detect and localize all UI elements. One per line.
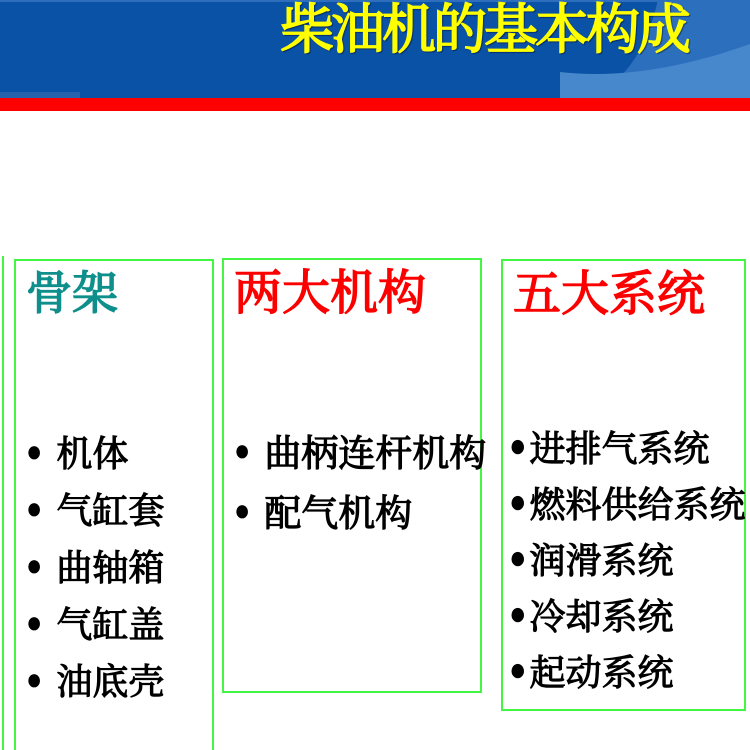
list-item <box>509 594 742 637</box>
bullet-icon: ● <box>509 427 527 464</box>
list-item <box>26 545 210 588</box>
item-label: 润滑系统 <box>529 539 674 581</box>
item-label: 配气机构 <box>264 493 413 534</box>
list-item <box>234 430 487 474</box>
list-item <box>509 538 742 581</box>
frame-box-systems <box>501 259 746 711</box>
list-item <box>509 426 742 469</box>
box-title-mechanisms: 两大机构 <box>234 267 427 320</box>
item-list-skeleton <box>26 431 210 716</box>
item-label: 油底壳 <box>56 660 165 702</box>
frame-box-skeleton <box>14 259 214 750</box>
bullet-icon: ● <box>509 651 527 688</box>
item-label: 气缸套 <box>56 489 165 531</box>
item-label: 起动系统 <box>529 651 674 693</box>
bullet-icon: ● <box>509 483 527 520</box>
title-banner <box>0 0 750 98</box>
bullet-icon: ● <box>26 661 43 696</box>
item-label: 曲轴箱 <box>56 546 165 588</box>
bullet-icon: ● <box>509 539 527 576</box>
list-item <box>26 602 210 645</box>
list-item <box>509 650 742 693</box>
item-list-systems <box>509 426 746 706</box>
bullet-icon: ● <box>509 595 527 632</box>
list-item <box>509 482 746 525</box>
bullet-icon: ● <box>234 432 251 467</box>
bullet-icon: ● <box>26 604 43 639</box>
item-list-mechanisms <box>234 430 487 550</box>
slide-title: 柴油机的基本构成 <box>280 0 688 60</box>
bullet-icon: ● <box>234 492 251 527</box>
left-edge-green-line <box>2 256 4 750</box>
list-item <box>26 659 210 702</box>
list-item <box>26 488 210 531</box>
bullet-icon: ● <box>26 433 43 468</box>
item-label: 气缸盖 <box>56 603 165 645</box>
bullet-icon: ● <box>26 490 43 525</box>
list-item <box>26 431 210 474</box>
list-item <box>234 490 478 534</box>
item-label: 燃料供给系统 <box>529 483 746 525</box>
item-label: 机体 <box>56 432 129 474</box>
item-label: 冷却系统 <box>529 595 674 637</box>
red-divider-line <box>0 98 750 111</box>
frame-box-mechanisms <box>222 258 487 693</box>
item-label: 进排气系统 <box>529 427 710 469</box>
item-label: 曲柄连杆机构 <box>264 433 487 474</box>
box-title-skeleton: 骨架 <box>26 268 118 319</box>
bullet-icon: ● <box>26 547 43 582</box>
box-title-systems: 五大系统 <box>513 268 706 321</box>
